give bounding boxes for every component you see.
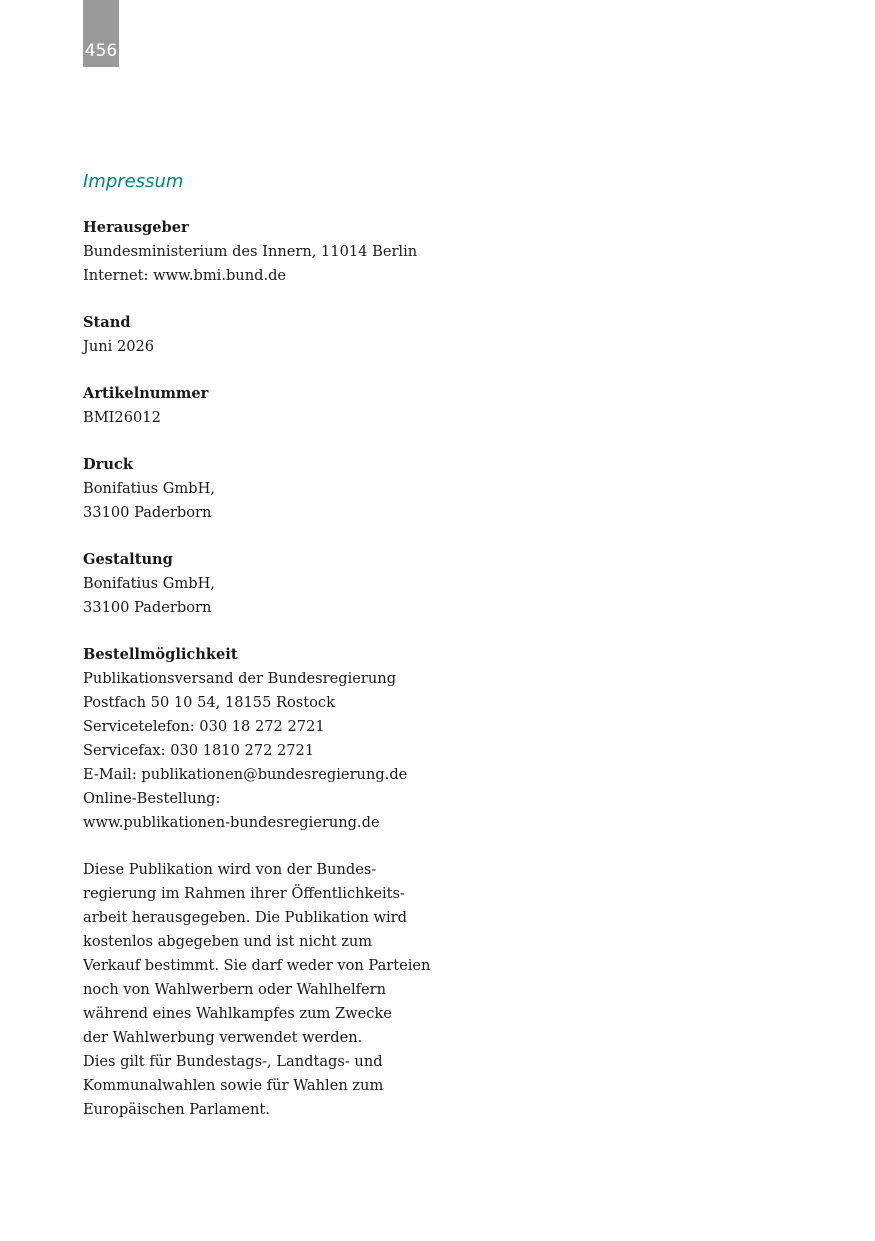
disclaimer-line: während eines Wahlkampfes zum Zwecke (83, 1005, 392, 1022)
section-line: Servicefax: 030 1810 272 2721 (83, 742, 315, 759)
disclaimer-paragraph (83, 858, 431, 1122)
section-line: 33100 Paderborn (83, 504, 212, 521)
section-heading: Gestaltung (83, 551, 173, 568)
section-line: www.publikationen-bundesregierung.de (83, 814, 380, 831)
section-stand (83, 311, 423, 359)
section-line: Online-Bestellung: (83, 790, 221, 807)
section-line: Bonifatius GmbH, (83, 480, 215, 497)
disclaimer-line: Kommunalwahlen sowie für Wahlen zum (83, 1077, 384, 1094)
section-heading: Druck (83, 456, 133, 473)
section-heading: Artikelnummer (83, 385, 209, 402)
section-line: Bundesministerium des Innern, 11014 Berlin (83, 243, 418, 260)
section-gestaltung (83, 548, 423, 620)
section-artikelnummer (83, 382, 423, 430)
disclaimer-line: Diese Publikation wird von der Bundes- (83, 861, 377, 878)
disclaimer-line: Verkauf bestimmt. Sie darf weder von Parteien (83, 957, 431, 974)
section-line: Servicetelefon: 030 18 272 2721 (83, 718, 325, 735)
section-line: BMI26012 (83, 409, 161, 426)
section-heading: Stand (83, 314, 131, 331)
disclaimer-line: Dies gilt für Bundestags-, Landtags- und (83, 1053, 383, 1070)
disclaimer-line: der Wahlwerbung verwendet werden. (83, 1029, 363, 1046)
section-line: 33100 Paderborn (83, 599, 212, 616)
disclaimer-line: Europäischen Parlament. (83, 1101, 270, 1118)
disclaimer-line: regierung im Rahmen ihrer Öffentlichkeits- (83, 885, 405, 902)
section-druck (83, 453, 423, 525)
section-line: Postfach 50 10 54, 18155 Rostock (83, 694, 335, 711)
section-line: Juni 2026 (83, 338, 155, 355)
disclaimer-line: noch von Wahlwerbern oder Wahlhelfern (83, 981, 387, 998)
impressum-content (83, 168, 431, 1122)
section-line: Bonifatius GmbH, (83, 575, 215, 592)
disclaimer-line: arbeit herausgegeben. Die Publikation wird (83, 909, 407, 926)
section-line: E-Mail: publikationen@bundesregierung.de (83, 766, 408, 783)
page-title: Impressum (83, 171, 184, 192)
section-heading: Bestellmöglichkeit (83, 646, 238, 663)
section-bestellmoeglichkeit (83, 643, 423, 835)
disclaimer-line: kostenlos abgegeben und ist nicht zum (83, 933, 373, 950)
page-number: 456 (84, 41, 118, 61)
section-herausgeber (83, 216, 423, 288)
section-heading: Herausgeber (83, 219, 189, 236)
section-line: Internet: www.bmi.bund.de (83, 267, 287, 284)
section-line: Publikationsversand der Bundesregierung (83, 670, 397, 687)
page-number-tab (83, 0, 119, 67)
